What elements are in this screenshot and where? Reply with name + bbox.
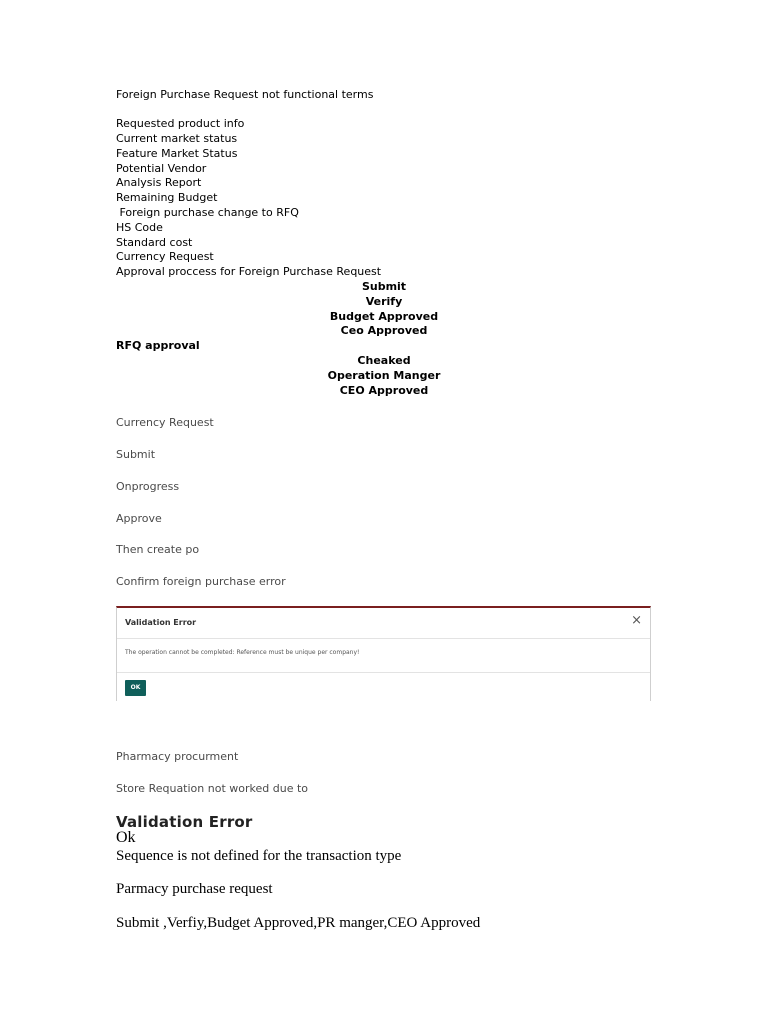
store-requisition-note: Store Requation not worked due to [116,782,308,795]
approval-step: Budget Approved [329,310,439,323]
term-item: Remaining Budget [116,191,218,204]
pharmacy-approval-steps: Submit ,Verfiy,Budget Approved,PR manger,CEO Approved [116,915,481,931]
term-item: Analysis Report [116,176,202,189]
term-item: Standard cost [116,236,193,249]
rfq-step: CEO Approved [339,384,429,397]
dialog-message: The operation cannot be completed: Reference must be unique per company! [125,649,360,656]
approval-step: Ceo Approved [340,324,428,337]
approval-step: Verify [365,295,403,308]
close-icon[interactable]: × [631,613,642,628]
rfq-approval-label: RFQ approval [116,339,200,352]
dialog-title: Validation Error [125,618,197,627]
pharmacy-purchase-request: Parmacy purchase request [116,881,273,897]
approval-step: Submit [361,280,407,293]
term-item: Foreign purchase change to RFQ [116,206,299,219]
rfq-step: Cheaked [357,354,411,367]
term-item: Requested product info [116,117,245,130]
ok-button[interactable]: OK [125,680,146,696]
validation-error-dialog [116,606,651,701]
dialog-divider [117,638,650,639]
term-item: Currency Request [116,250,214,263]
dialog-divider [117,672,650,673]
term-item: Potential Vendor [116,162,207,175]
currency-section-item: Then create po [116,543,200,556]
currency-section-item: Currency Request [116,416,214,429]
validation-error-heading: Validation Error [116,813,253,831]
term-item: Current market status [116,132,238,145]
term-item: HS Code [116,221,163,234]
currency-section-item: Confirm foreign purchase error [116,575,286,588]
document-heading: Foreign Purchase Request not functional terms [116,88,374,101]
term-item: Approval proccess for Foreign Purchase Request [116,265,382,278]
ok-text: Ok [116,829,136,846]
currency-section-item: Submit [116,448,156,461]
currency-section-item: Onprogress [116,480,180,493]
rfq-step: Operation Manger [327,369,441,382]
pharmacy-procurement-label: Pharmacy procurment [116,750,239,763]
currency-section-item: Approve [116,512,162,525]
sequence-error-message: Sequence is not defined for the transaction type [116,848,402,864]
term-item: Feature Market Status [116,147,238,160]
